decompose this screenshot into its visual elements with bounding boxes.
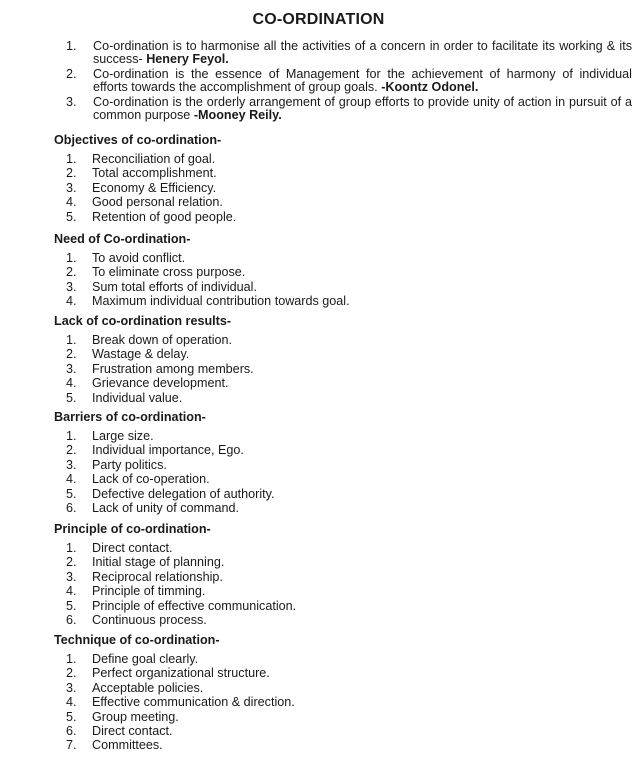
list-item-number: 3. <box>66 361 77 376</box>
definition-author: -Mooney Reily. <box>193 108 282 122</box>
definition-item <box>66 96 632 122</box>
list-item-text: Wastage & delay. <box>92 347 190 362</box>
list-item <box>66 333 624 347</box>
definition-text <box>93 40 632 66</box>
list-item-text: Maximum individual contribution towards goal. <box>92 294 350 309</box>
list-item-number: 3. <box>66 279 77 294</box>
list-item <box>66 376 624 390</box>
definition-body: Co-ordination is the essence of Management for the achievement of harmony of individual efforts towards the accomplishment of group goals. <box>93 67 632 94</box>
section-list <box>54 541 624 627</box>
list-item <box>66 541 624 555</box>
list-item-number: 1. <box>66 652 77 666</box>
definition-body: Co-ordination is to harmonise all the activities of a concern in order to facilitate its working & its success- <box>93 39 632 66</box>
list-item-number: 2. <box>66 443 77 458</box>
section-need <box>54 232 624 309</box>
list-item-number: 1. <box>66 251 77 265</box>
list-item-text: Lack of co-operation. <box>92 472 210 487</box>
list-item <box>66 362 624 376</box>
list-item <box>66 280 624 294</box>
list-item-text: Retention of good people. <box>92 209 237 224</box>
list-item-text: Lack of unity of command. <box>92 501 239 516</box>
list-item-text: Party politics. <box>92 457 167 472</box>
list-item <box>66 501 624 515</box>
section-list <box>54 652 624 753</box>
list-item-number: 5. <box>66 209 77 224</box>
list-item-number: 1. <box>66 541 77 555</box>
list-item-number: 7. <box>66 738 77 753</box>
section-heading: Barriers of co-ordination- <box>54 410 206 424</box>
list-item-number: 6. <box>66 724 77 739</box>
list-item-text: Good personal relation. <box>92 195 223 210</box>
list-item <box>66 152 624 166</box>
list-item <box>66 724 624 738</box>
list-item-number: 5. <box>66 390 77 405</box>
list-item-number: 4. <box>66 195 77 210</box>
list-item-number: 4. <box>66 294 77 309</box>
definition-number: 1. <box>66 39 77 53</box>
list-item <box>66 166 624 180</box>
list-item-number: 3. <box>66 569 77 584</box>
list-item-number: 1. <box>66 429 77 443</box>
list-item <box>66 265 624 279</box>
list-item-text: Individual importance, Ego. <box>92 443 244 458</box>
section-heading: Need of Co-ordination- <box>54 232 191 246</box>
list-item <box>66 710 624 724</box>
list-item <box>66 429 624 443</box>
section-list <box>54 429 624 515</box>
list-item-number: 2. <box>66 347 77 362</box>
list-item-number: 2. <box>66 666 77 681</box>
list-item <box>66 472 624 486</box>
list-item <box>66 652 624 666</box>
list-item-text: Reciprocal relationship. <box>92 569 223 584</box>
list-item-number: 3. <box>66 680 77 695</box>
definition-item <box>66 40 632 66</box>
list-item-number: 4. <box>66 695 77 710</box>
list-item <box>66 195 624 209</box>
list-item-text: Grievance development. <box>92 376 229 391</box>
section-heading: Objectives of co-ordination- <box>54 133 222 147</box>
list-item-number: 4. <box>66 472 77 487</box>
section-principle <box>54 522 624 627</box>
section-heading: Technique of co-ordination- <box>54 633 220 647</box>
list-item-text: Perfect organizational structure. <box>92 666 270 681</box>
definition-author: Henery Feyol. <box>146 52 229 66</box>
list-item-text: To avoid conflict. <box>92 251 186 265</box>
list-item <box>66 487 624 501</box>
list-item-number: 5. <box>66 709 77 724</box>
list-item-number: 2. <box>66 265 77 280</box>
list-item-text: Sum total efforts of individual. <box>92 279 257 294</box>
list-item-number: 6. <box>66 501 77 516</box>
list-item-number: 2. <box>66 166 77 181</box>
list-item-text: Define goal clearly. <box>92 652 199 666</box>
definition-number: 2. <box>66 67 77 81</box>
definition-item <box>66 68 632 94</box>
list-item-text: Break down of operation. <box>92 333 233 347</box>
list-item-text: Committees. <box>92 738 163 753</box>
list-item <box>66 210 624 224</box>
list-item <box>66 599 624 613</box>
list-item-number: 6. <box>66 613 77 628</box>
list-item-text: Direct contact. <box>92 541 173 555</box>
list-item-text: Principle of timming. <box>92 584 206 599</box>
section-technique <box>54 633 624 753</box>
list-item-text: Group meeting. <box>92 709 179 724</box>
list-item <box>66 391 624 405</box>
section-list <box>54 251 624 309</box>
list-item-number: 1. <box>66 152 77 166</box>
section-heading: Principle of co-ordination- <box>54 522 211 536</box>
list-item-text: Defective delegation of authority. <box>92 486 275 501</box>
list-item <box>66 695 624 709</box>
list-item-number: 3. <box>66 180 77 195</box>
section-list <box>54 152 624 224</box>
list-item <box>66 443 624 457</box>
list-item-number: 4. <box>66 376 77 391</box>
list-item <box>66 738 624 752</box>
definition-number: 3. <box>66 95 77 109</box>
list-item-text: Individual value. <box>92 390 183 405</box>
list-item <box>66 458 624 472</box>
list-item-text: Continuous process. <box>92 613 207 628</box>
list-item <box>66 347 624 361</box>
list-item <box>66 294 624 308</box>
definitions-list <box>66 40 632 124</box>
section-barriers <box>54 410 624 515</box>
list-item-text: Economy & Efficiency. <box>92 180 217 195</box>
list-item-text: Total accomplishment. <box>92 166 217 181</box>
section-heading: Lack of co-ordination results- <box>54 314 232 328</box>
list-item-number: 2. <box>66 555 77 570</box>
list-item-number: 4. <box>66 584 77 599</box>
list-item <box>66 251 624 265</box>
list-item-text: Frustration among members. <box>92 361 254 376</box>
list-item-number: 1. <box>66 333 77 347</box>
list-item <box>66 681 624 695</box>
list-item-text: Reconciliation of goal. <box>92 152 216 166</box>
list-item-text: Direct contact. <box>92 724 173 739</box>
list-item-number: 3. <box>66 457 77 472</box>
list-item <box>66 666 624 680</box>
definition-text <box>93 68 632 94</box>
section-objectives <box>54 133 624 224</box>
list-item-text: Initial stage of planning. <box>92 555 225 570</box>
list-item-text: Large size. <box>92 429 154 443</box>
page-title: CO-ORDINATION <box>252 11 385 28</box>
list-item-text: To eliminate cross purpose. <box>92 265 246 280</box>
list-item-text: Acceptable policies. <box>92 680 204 695</box>
definition-body: Co-ordination is the orderly arrangement of group efforts to provide unity of action in pursuit of a common purpose <box>93 95 632 122</box>
list-item <box>66 570 624 584</box>
list-item <box>66 555 624 569</box>
list-item-text: Principle of effective communication. <box>92 598 297 613</box>
list-item <box>66 181 624 195</box>
list-item-number: 5. <box>66 486 77 501</box>
list-item <box>66 613 624 627</box>
list-item <box>66 584 624 598</box>
list-item-number: 5. <box>66 598 77 613</box>
section-list <box>54 333 624 405</box>
definition-text <box>93 96 632 122</box>
definition-author: -Koontz Odonel. <box>381 80 479 94</box>
list-item-text: Effective communication & direction. <box>92 695 295 710</box>
section-lack <box>54 314 624 405</box>
